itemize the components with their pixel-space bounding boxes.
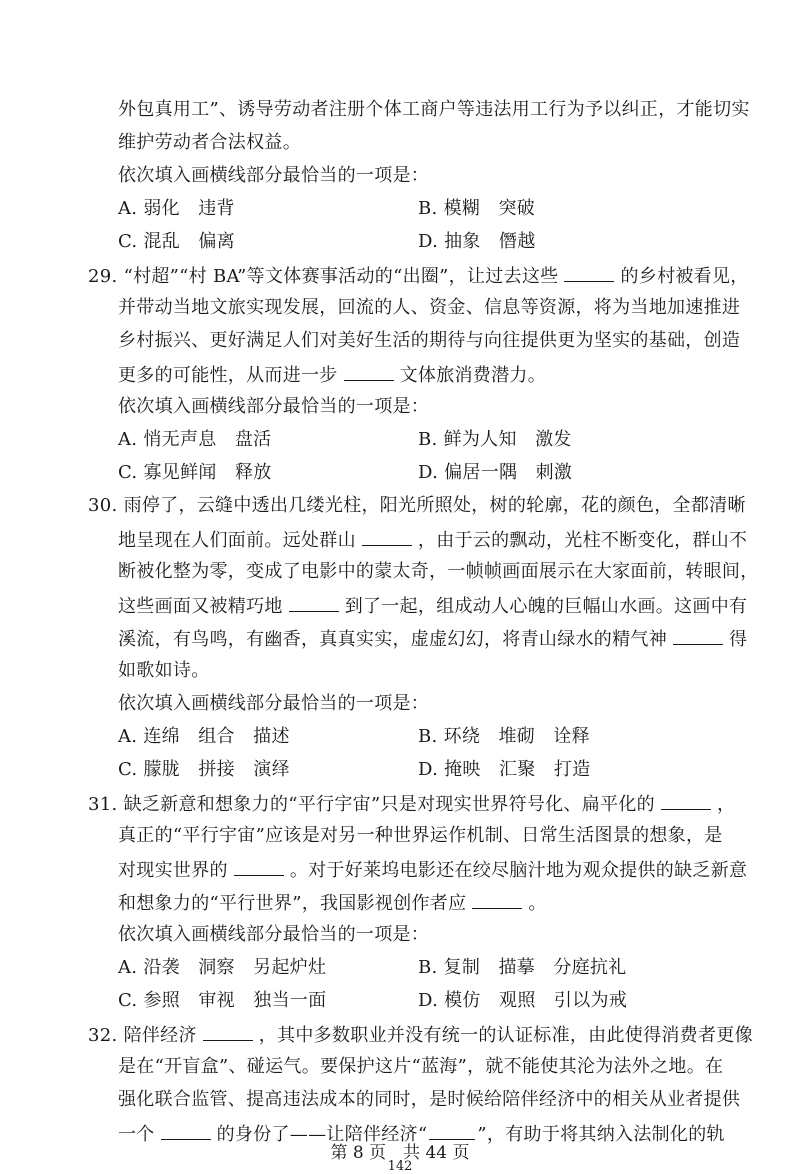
q30-line-1	[88, 494, 746, 518]
q28-prompt: 依次填入画横线部分最恰当的一项是：	[118, 165, 430, 186]
q31-blank-1	[661, 791, 711, 810]
q31-prompt: 依次填入画横线部分最恰当的一项是：	[118, 924, 430, 945]
q29-blank-1	[564, 263, 614, 282]
q31-line-1	[88, 791, 735, 817]
q31-text: ，	[716, 794, 736, 815]
q30-blank-1	[362, 527, 412, 546]
q31-line-3	[118, 857, 747, 883]
q29-option-d[interactable]: D. 偏居一隅 刺激	[418, 462, 573, 483]
q28-option-a[interactable]: A. 弱化 违背	[118, 198, 235, 219]
q28-line-1: 外包真用工”、诱导劳动者注册个体工商户等违法用工行为予以纠正，才能切实	[118, 99, 750, 120]
page-number: 142	[387, 1159, 413, 1174]
q32-blank-1	[203, 1022, 253, 1041]
q29-blank-2	[344, 362, 394, 381]
q28-option-d[interactable]: D. 抽象 僭越	[418, 231, 536, 252]
q30-text: 得	[729, 629, 748, 650]
q31-text: 缺乏新意和想象力的“平行宇宙”只是对现实世界符号化、扁平化的	[123, 794, 655, 815]
q32-blank-3	[429, 1121, 475, 1140]
q32-text: 的身份了——让陪伴经济“	[216, 1124, 428, 1145]
q31-line-2: 真正的“平行宇宙”应该是对另一种世界运作机制、日常生活图景的想象，是	[118, 825, 723, 846]
q29-line-1	[88, 263, 749, 289]
q29-option-a[interactable]: A. 悄无声息 盘活	[118, 429, 272, 450]
q29-text: “村超”“村 BA”等文体赛事活动的“出圈”，让过去这些	[123, 266, 559, 287]
q31-blank-2	[234, 857, 284, 876]
q29-text: 文体旅消费潜力。	[399, 365, 547, 386]
q30-line-3: 断被化整为零，变成了电影中的蒙太奇，一帧帧画面展示在大家面前，转眼间，	[118, 561, 759, 582]
q32-line-1	[88, 1022, 753, 1048]
q29-number: 29.	[88, 266, 118, 287]
q31-number: 31.	[88, 794, 118, 815]
q28-option-c[interactable]: C. 混乱 偏离	[118, 231, 235, 252]
q30-line-6: 如歌如诗。	[118, 660, 210, 681]
q32-text: 一个	[118, 1124, 155, 1145]
q30-line-2	[118, 527, 747, 553]
q30-blank-3	[673, 626, 723, 645]
q29-text: 更多的可能性，从而进一步	[118, 365, 338, 386]
q29-text: 的乡村被看见，	[620, 266, 749, 287]
q29-line-2: 并带动当地文旅实现发展，回流的人、资金、信息等资源，将为当地加速推进	[118, 297, 741, 318]
q31-text: 。	[528, 893, 547, 914]
q30-option-d[interactable]: D. 掩映 汇聚 打造	[418, 759, 591, 780]
q31-text: 和想象力的“平行世界”，我国影视创作者应	[118, 893, 467, 914]
q32-number: 32.	[88, 1025, 118, 1046]
q31-option-b[interactable]: B. 复制 描摹 分庭抗礼	[418, 957, 627, 978]
q31-text: 。对于好莱坞电影还在绞尽脑汁地为观众提供的缺乏新意	[289, 860, 748, 881]
q30-text: 地呈现在人们面前。远处群山	[118, 530, 356, 551]
q30-text: ，由于云的飘动，光柱不断变化，群山不	[417, 530, 748, 551]
q32-line-2: 是在“开盲盒”、碰运气。要保护这片“蓝海”，就不能使其沦为法外之地。在	[118, 1056, 724, 1077]
q30-text: 溪流，有鸟鸣，有幽香，真真实实，虚虚幻幻，将青山绿水的精气神	[118, 629, 667, 650]
q30-option-b[interactable]: B. 环绕 堆砌 诠释	[418, 726, 590, 747]
q28-option-b[interactable]: B. 模糊 突破	[418, 198, 536, 219]
q30-option-c[interactable]: C. 朦胧 拼接 演绎	[118, 759, 290, 780]
q28-line-2: 维护劳动者合法权益。	[118, 132, 301, 153]
q30-text: 雨停了，云缝中透出几缕光柱，阳光所照处，树的轮廓，花的颜色，全都清晰	[123, 495, 746, 516]
q30-line-5	[118, 626, 747, 652]
page-label: 第 8 页 共 44 页	[330, 1143, 470, 1163]
q32-blank-2	[161, 1121, 211, 1140]
q31-option-c[interactable]: C. 参照 审视 独当一面	[118, 990, 327, 1011]
q31-line-4	[118, 890, 547, 916]
q30-line-4	[118, 593, 747, 619]
q31-blank-3	[472, 890, 522, 909]
q29-prompt: 依次填入画横线部分最恰当的一项是：	[118, 396, 430, 417]
q32-text: ”，有助于将其纳入法制化的轨	[477, 1124, 725, 1145]
q30-blank-2	[289, 593, 339, 612]
q30-number: 30.	[88, 495, 118, 516]
q30-text: 这些画面又被精巧地	[118, 596, 283, 617]
q31-option-d[interactable]: D. 模仿 观照 引以为戒	[418, 990, 628, 1011]
q30-prompt: 依次填入画横线部分最恰当的一项是：	[118, 693, 430, 714]
q29-option-c[interactable]: C. 寡见鲜闻 释放	[118, 462, 272, 483]
q32-text: ，其中多数职业并没有统一的认证标准，由此使得消费者更像	[258, 1025, 753, 1046]
q29-option-b[interactable]: B. 鲜为人知 激发	[418, 429, 572, 450]
q29-line-4	[118, 362, 546, 388]
q29-line-3: 乡村振兴、更好满足人们对美好生活的期待与向往提供更为坚实的基础，创造	[118, 330, 741, 351]
q32-text: 陪伴经济	[123, 1025, 197, 1046]
q31-text: 对现实世界的	[118, 860, 228, 881]
q30-option-a[interactable]: A. 连绵 组合 描述	[118, 726, 290, 747]
q31-option-a[interactable]: A. 沿袭 洞察 另起炉灶	[118, 957, 327, 978]
q32-line-3: 强化联合监管、提高违法成本的同时，是时候给陪伴经济中的相关从业者提供	[118, 1089, 741, 1110]
q30-text: 到了一起，组成动人心魄的巨幅山水画。这画中有	[344, 596, 748, 617]
